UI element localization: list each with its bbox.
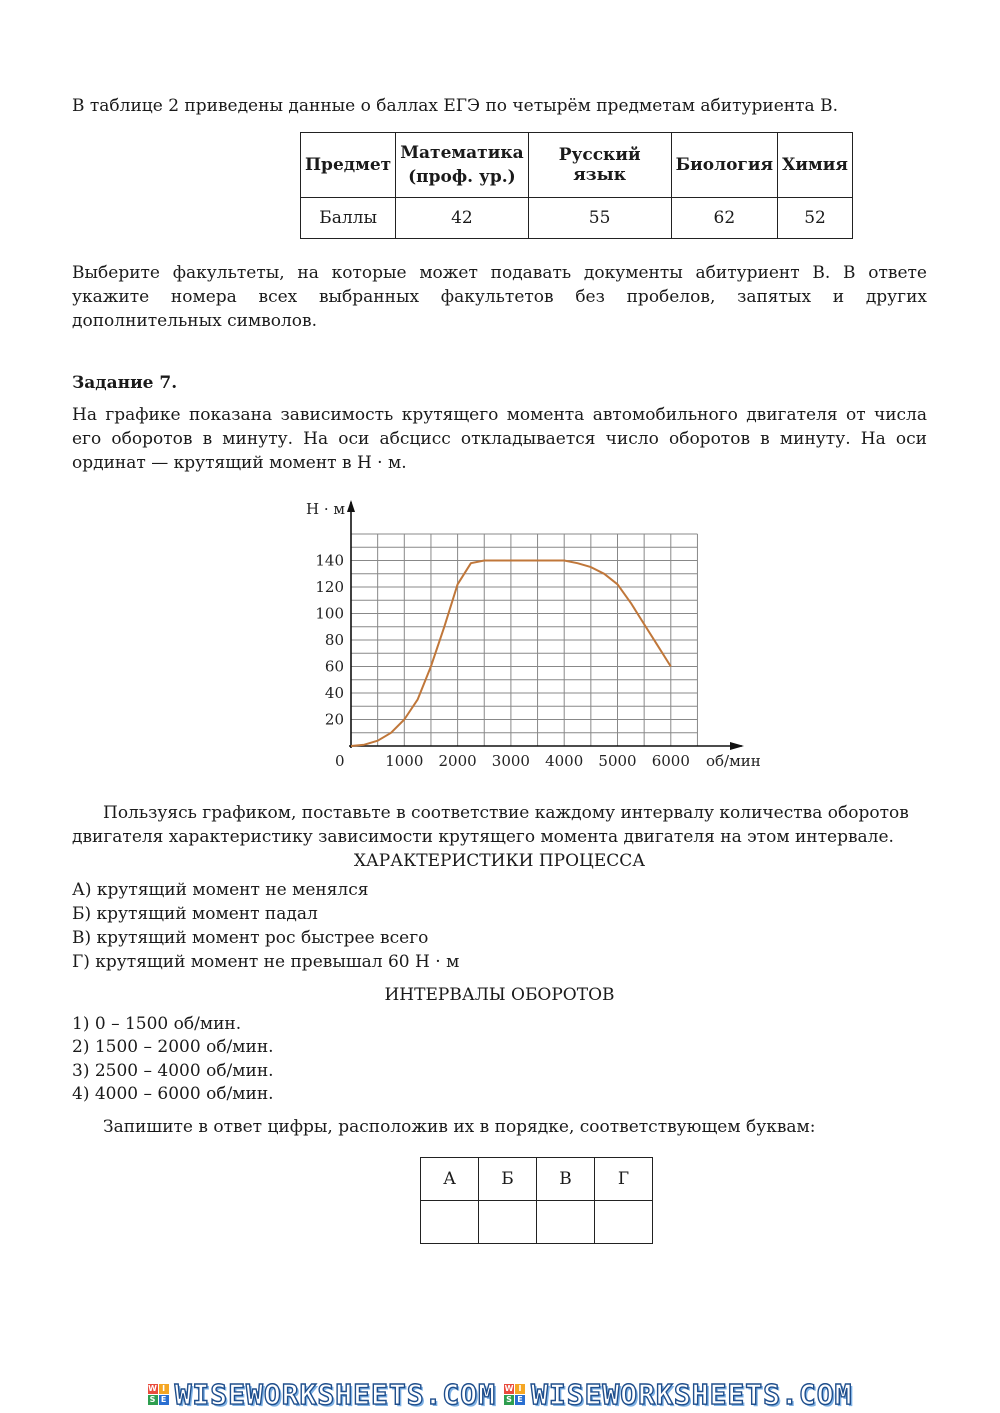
brand-text: WISEWORKSHEETS.COM — [174, 1377, 496, 1411]
logo-letter: W — [148, 1383, 157, 1393]
answer-header-v: В — [537, 1158, 595, 1201]
y-tick-label: 80 — [324, 631, 344, 649]
score-chemistry: 52 — [778, 198, 853, 239]
answer-header-g: Г — [595, 1158, 653, 1201]
answer-cell-b[interactable] — [479, 1201, 537, 1244]
characteristics-title: ХАРАКТЕРИСТИКИ ПРОЦЕССА — [353, 851, 646, 871]
brand-text: WISEWORKSHEETS.COM — [531, 1377, 853, 1411]
select-text-line2: укажите номера всех выбранных факультетов без пробелов, запятых и других — [72, 287, 927, 307]
logo-letter: W — [504, 1383, 514, 1393]
y-tick-label: 40 — [324, 684, 344, 702]
logo-letter: I — [515, 1384, 525, 1394]
chart-xlabel: об/мин — [706, 752, 761, 770]
footer-brand-left[interactable] — [148, 1378, 496, 1411]
footer-brand-right[interactable] — [504, 1378, 852, 1411]
wise-logo-icon — [504, 1384, 525, 1405]
x-tick-label: 3000 — [491, 752, 530, 770]
instruction-line2: двигателя характеристику зависимости крутящего момента двигателя на этом интервале. — [72, 827, 894, 847]
x-tick-label: 5000 — [598, 752, 637, 770]
y-tick-label: 60 — [324, 657, 344, 676]
answer-instruction: Запишите в ответ цифры, расположив их в порядке, соответствующем буквам: — [103, 1117, 816, 1137]
characteristic-a: А) крутящий момент не менялся — [72, 880, 369, 900]
interval-3: 3) 2500 – 4000 об/мин. — [72, 1061, 274, 1081]
chart-ylabel: Н · м — [306, 500, 346, 518]
logo-letter: I — [159, 1384, 169, 1394]
torque-chart — [290, 490, 780, 780]
intro-text: В таблице 2 приведены данные о баллах ЕГЭ по четырём предметам абитуриента В. — [72, 96, 838, 116]
x-tick-label: 2000 — [438, 752, 477, 770]
y-tick-label: 140 — [315, 551, 344, 570]
intervals-title: ИНТЕРВАЛЫ ОБОРОТОВ — [384, 985, 615, 1005]
answer-cell-g[interactable] — [595, 1201, 653, 1244]
scores-header-math: Математика (проф. ур.) — [396, 133, 528, 198]
score-biology: 62 — [671, 198, 777, 239]
scores-header-subject: Предмет — [301, 133, 396, 198]
chart-tick-labels — [315, 552, 690, 771]
chart-origin-label: 0 — [335, 752, 345, 770]
logo-letter: S — [148, 1395, 158, 1405]
interval-4: 4) 4000 – 6000 об/мин. — [72, 1084, 274, 1104]
answer-header-b: Б — [479, 1158, 537, 1201]
footer-watermark — [0, 1375, 1000, 1413]
interval-1: 1) 0 – 1500 об/мин. — [72, 1014, 242, 1034]
chart-grid — [351, 534, 697, 746]
y-tick-label: 20 — [324, 710, 344, 729]
wise-logo-icon — [148, 1384, 169, 1405]
score-russian: 55 — [528, 198, 671, 239]
answer-cell-v[interactable] — [537, 1201, 595, 1244]
logo-letter: E — [515, 1395, 525, 1405]
answer-table — [420, 1157, 653, 1244]
task7-line1: На графике показана зависимость крутящего момента автомобильного двигателя от числа — [72, 405, 927, 425]
answer-cell-a[interactable] — [421, 1201, 479, 1244]
y-tick-label: 100 — [315, 604, 344, 623]
x-axis-arrow — [730, 742, 744, 750]
y-tick-label: 120 — [315, 578, 344, 596]
scores-row-label: Баллы — [301, 198, 396, 239]
logo-letter: E — [159, 1395, 169, 1405]
chart-axes — [347, 500, 744, 750]
task7-title: Задание 7. — [72, 373, 178, 393]
interval-2: 2) 1500 – 2000 об/мин. — [72, 1037, 274, 1057]
scores-header-biology: Биология — [671, 133, 777, 198]
characteristic-v: В) крутящий момент рос быстрее всего — [72, 928, 429, 948]
scores-header-russian: Русский язык — [528, 133, 671, 198]
instruction-line1: Пользуясь графиком, поставьте в соответствие каждому интервалу количества оборотов — [103, 803, 909, 823]
select-text-line1: Выберите факультеты, на которые может подавать документы абитуриент В. В ответе — [72, 263, 927, 283]
select-text-line3: дополнительных символов. — [72, 311, 317, 331]
x-tick-label: 4000 — [545, 752, 584, 770]
y-axis-arrow — [347, 500, 355, 512]
x-tick-label: 6000 — [651, 752, 690, 770]
characteristic-g: Г) крутящий момент не превышал 60 Н · м — [72, 952, 460, 972]
characteristic-b: Б) крутящий момент падал — [72, 904, 318, 924]
logo-letter: S — [504, 1395, 514, 1405]
x-tick-label: 1000 — [385, 752, 424, 770]
task7-line2: его оборотов в минуту. На оси абсцисс откладывается число оборотов в минуту. На оси — [72, 429, 927, 449]
answer-header-a: А — [421, 1158, 479, 1201]
score-math: 42 — [396, 198, 528, 239]
scores-table — [300, 132, 853, 239]
task7-line3: ординат — крутящий момент в Н · м. — [72, 453, 407, 473]
scores-header-chemistry: Химия — [778, 133, 853, 198]
